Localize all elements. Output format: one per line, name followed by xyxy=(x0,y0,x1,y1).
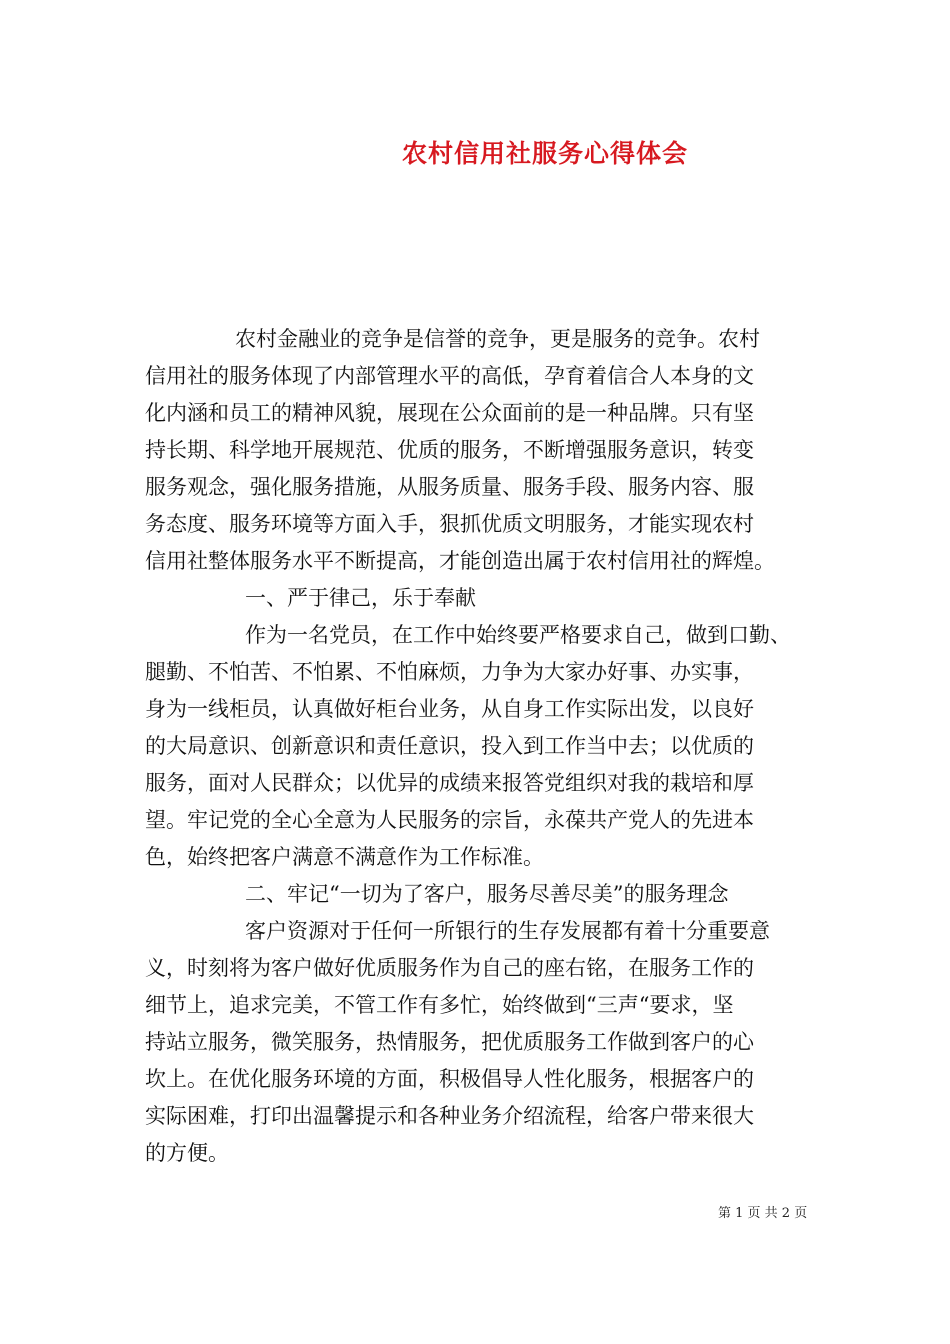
text-line: 化内涵和员工的精神风貌，展现在公众面前的是一种品牌。只有坚 xyxy=(145,401,754,425)
document-title: 农村信用社服务心得体会 xyxy=(401,139,688,168)
text-line: 服务观念，强化服务措施，从服务质量、服务手段、服务内容、服 xyxy=(145,475,754,499)
text-line: 实际困难，打印出温馨提示和各种业务介绍流程，给客户带来很大 xyxy=(145,1104,754,1128)
text-line: 坎上。在优化服务环境的方面，积极倡导人性化服务，根据客户的 xyxy=(145,1067,754,1091)
text-line: 望。牢记党的全心全意为人民服务的宗旨，永葆共产党人的先进本 xyxy=(145,808,754,832)
text-line: 持站立服务，微笑服务，热情服务，把优质服务工作做到客户的心 xyxy=(145,1030,754,1054)
text-line: 的大局意识、创新意识和责任意识，投入到工作当中去；以优质的 xyxy=(145,734,754,758)
text-line: 腿勤、不怕苦、不怕累、不怕麻烦，力争为大家办好事、办实事， xyxy=(145,660,754,684)
text-line: 的方便。 xyxy=(145,1141,229,1165)
page-number: 第 1 页 共 2 页 xyxy=(718,1206,808,1221)
text-line: 信用社的服务体现了内部管理水平的高低，孕育着信合人本身的文 xyxy=(145,364,754,388)
section-heading: 二、牢记“一切为了客户，服务尽善尽美”的服务理念 xyxy=(245,882,729,906)
text-line: 细节上，追求完美，不管工作有多忙，始终做到“三声“要求，坚 xyxy=(145,993,734,1017)
text-line: 信用社整体服务水平不断提高，才能创造出属于农村信用社的辉煌。 xyxy=(145,549,775,573)
text-line: 身为一线柜员，认真做好柜台业务，从自身工作实际出发，以良好 xyxy=(145,697,754,721)
text-line: 色，始终把客户满意不满意作为工作标准。 xyxy=(145,845,544,869)
section-heading: 一、严于律己，乐于奉献 xyxy=(245,586,476,610)
text-line: 农村金融业的竞争是信誉的竞争，更是服务的竞争。农村 xyxy=(235,327,760,351)
text-line: 义，时刻将为客户做好优质服务作为自己的座右铭，在服务工作的 xyxy=(145,956,754,980)
text-line: 客户资源对于任何一所银行的生存发展都有着十分重要意 xyxy=(245,919,770,943)
text-line: 作为一名党员，在工作中始终要严格要求自己，做到口勤、 xyxy=(245,623,791,647)
text-line: 服务，面对人民群众；以优异的成绩来报答党组织对我的栽培和厚 xyxy=(145,771,754,795)
text-line: 务态度、服务环境等方面入手，狠抓优质文明服务，才能实现农村 xyxy=(145,512,754,536)
text-line: 持长期、科学地开展规范、优质的服务，不断增强服务意识，转变 xyxy=(145,438,754,462)
